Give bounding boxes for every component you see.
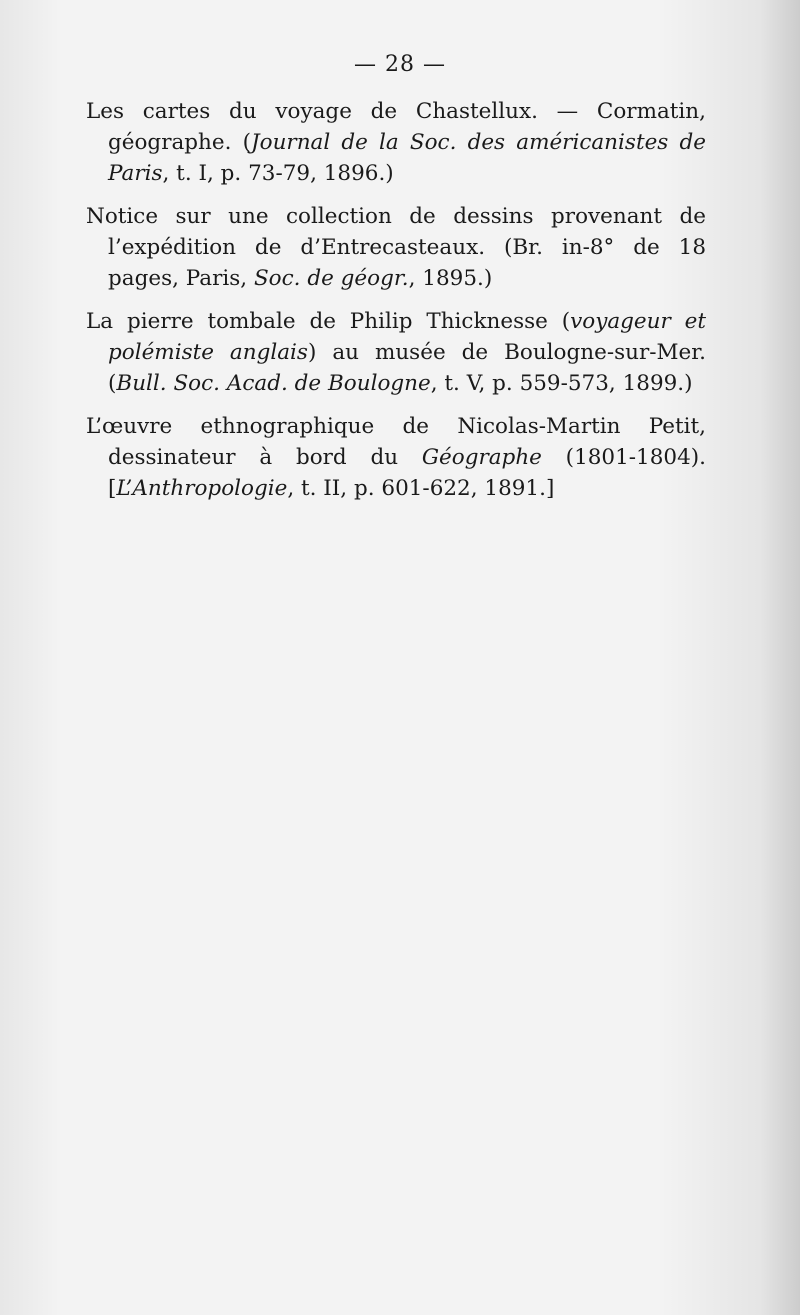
entry-text: , t. II, p. 601-622, 1891.] — [287, 476, 555, 501]
entry-text-italic: Journal de la Soc. des américanistes de Paris — [108, 130, 706, 186]
entry-text: , t. V, p. 559-573, 1899.) — [430, 371, 693, 396]
entry-text: Notice sur une collection de dessins provenant de l’expédition de d’Entrecasteaux. (Br. in-8° de 18 pages, Paris, — [86, 204, 706, 291]
entry-text-italic: Soc. de géogr. — [253, 266, 409, 291]
entry-text-italic: L’Anthropologie — [116, 476, 288, 501]
entry-text-italic: Bull. Soc. Acad. de Boulogne — [116, 371, 431, 396]
bibliography-entry — [86, 96, 706, 189]
bibliography-list — [86, 96, 706, 516]
page-number: — 28 — — [354, 52, 446, 77]
entry-text: , t. I, p. 73-79, 1896.) — [162, 161, 394, 186]
entry-text: ) au musée de Boulogne-sur-Mer. ( — [108, 340, 706, 396]
entry-text: Les cartes du voyage de Chastellux. — Cormatin, géographe. ( — [86, 99, 706, 155]
entry-text: , 1895.) — [408, 266, 493, 291]
entry-text-italic: Géographe — [421, 445, 542, 470]
entry-text: L’œuvre ethnographique de Nicolas-Martin Petit, dessinateur à bord du — [86, 414, 706, 470]
entry-text-italic: voyageur et polémiste anglais — [108, 309, 706, 365]
entry-text: (1801-1804). [ — [108, 445, 706, 501]
bibliography-entry — [86, 306, 706, 399]
entry-text: La pierre tombale de Philip Thicknesse ( — [86, 309, 571, 334]
bibliography-entry — [86, 201, 706, 294]
bibliography-entry — [86, 411, 706, 504]
